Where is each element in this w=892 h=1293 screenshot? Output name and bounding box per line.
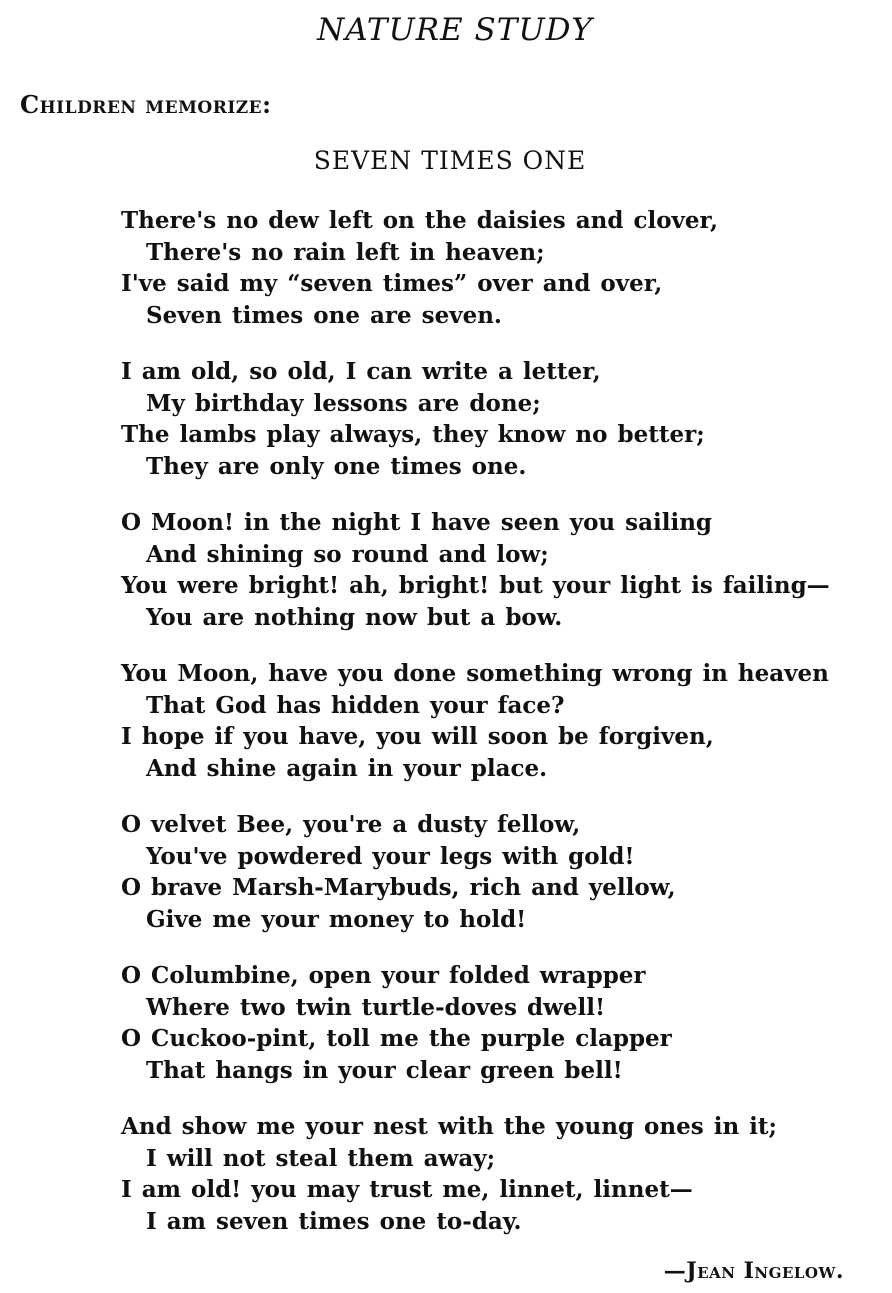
poem-line: And show me your nest with the young ones in it; <box>121 1113 778 1140</box>
poem-line: And shine again in your place. <box>146 754 548 782</box>
poem-line: That God has hidden your face? <box>146 691 565 719</box>
poem-line: You were bright! ah, bright! but your light is failing— <box>121 572 830 599</box>
poem-line: I hope if you have, you will soon be forgiven, <box>121 723 714 750</box>
poem-line: Seven times one are seven. <box>146 301 502 329</box>
poem-line: O brave Marsh-Marybuds, rich and yellow, <box>121 874 676 901</box>
poem-title: SEVEN TIMES ONE <box>313 146 587 175</box>
poem-line: I am old, so old, I can write a letter, <box>121 358 601 385</box>
poem-line: And shining so round and low; <box>146 540 549 568</box>
stanza-7 <box>121 1111 841 1262</box>
poem-line: My birthday lessons are done; <box>146 389 541 417</box>
poem-line: You are nothing now but a bow. <box>146 603 563 631</box>
stanza-4 <box>121 658 841 809</box>
poem-author: —Jean Ingelow. <box>663 1258 844 1284</box>
poem-line: There's no rain left in heaven; <box>146 238 545 266</box>
poem-line: O Columbine, open your folded wrapper <box>121 962 646 989</box>
poem-body <box>121 205 841 1262</box>
stanza-3 <box>121 507 841 658</box>
stanza-6 <box>121 960 841 1111</box>
stanza-5 <box>121 809 841 960</box>
poem-line: I am seven times one to-day. <box>146 1207 522 1235</box>
poem-line: O Cuckoo-pint, toll me the purple clapper <box>121 1025 672 1052</box>
poem-line: I will not steal them away; <box>146 1144 496 1172</box>
poem-line: I am old! you may trust me, linnet, linnet— <box>121 1176 693 1203</box>
page-title: NATURE STUDY <box>317 12 593 48</box>
poem-line: There's no dew left on the daisies and clover, <box>121 207 719 234</box>
poem-line: I've said my “seven times” over and over, <box>121 270 663 297</box>
poem-line: O Moon! in the night I have seen you sailing <box>121 509 713 536</box>
poem-line: Give me your money to hold! <box>146 905 527 933</box>
poem-line: O velvet Bee, you're a dusty fellow, <box>121 811 581 838</box>
intro-label: Children memorize: <box>20 90 272 119</box>
stanza-1 <box>121 205 841 356</box>
poem-line: The lambs play always, they know no better; <box>121 421 705 448</box>
poem-line: They are only one times one. <box>146 452 527 480</box>
poem-line: You Moon, have you done something wrong in heaven <box>121 660 829 687</box>
poem-line: You've powdered your legs with gold! <box>146 842 635 870</box>
poem-line: That hangs in your clear green bell! <box>146 1056 623 1084</box>
poem-line: Where two twin turtle-doves dwell! <box>146 993 606 1021</box>
stanza-2 <box>121 356 841 507</box>
